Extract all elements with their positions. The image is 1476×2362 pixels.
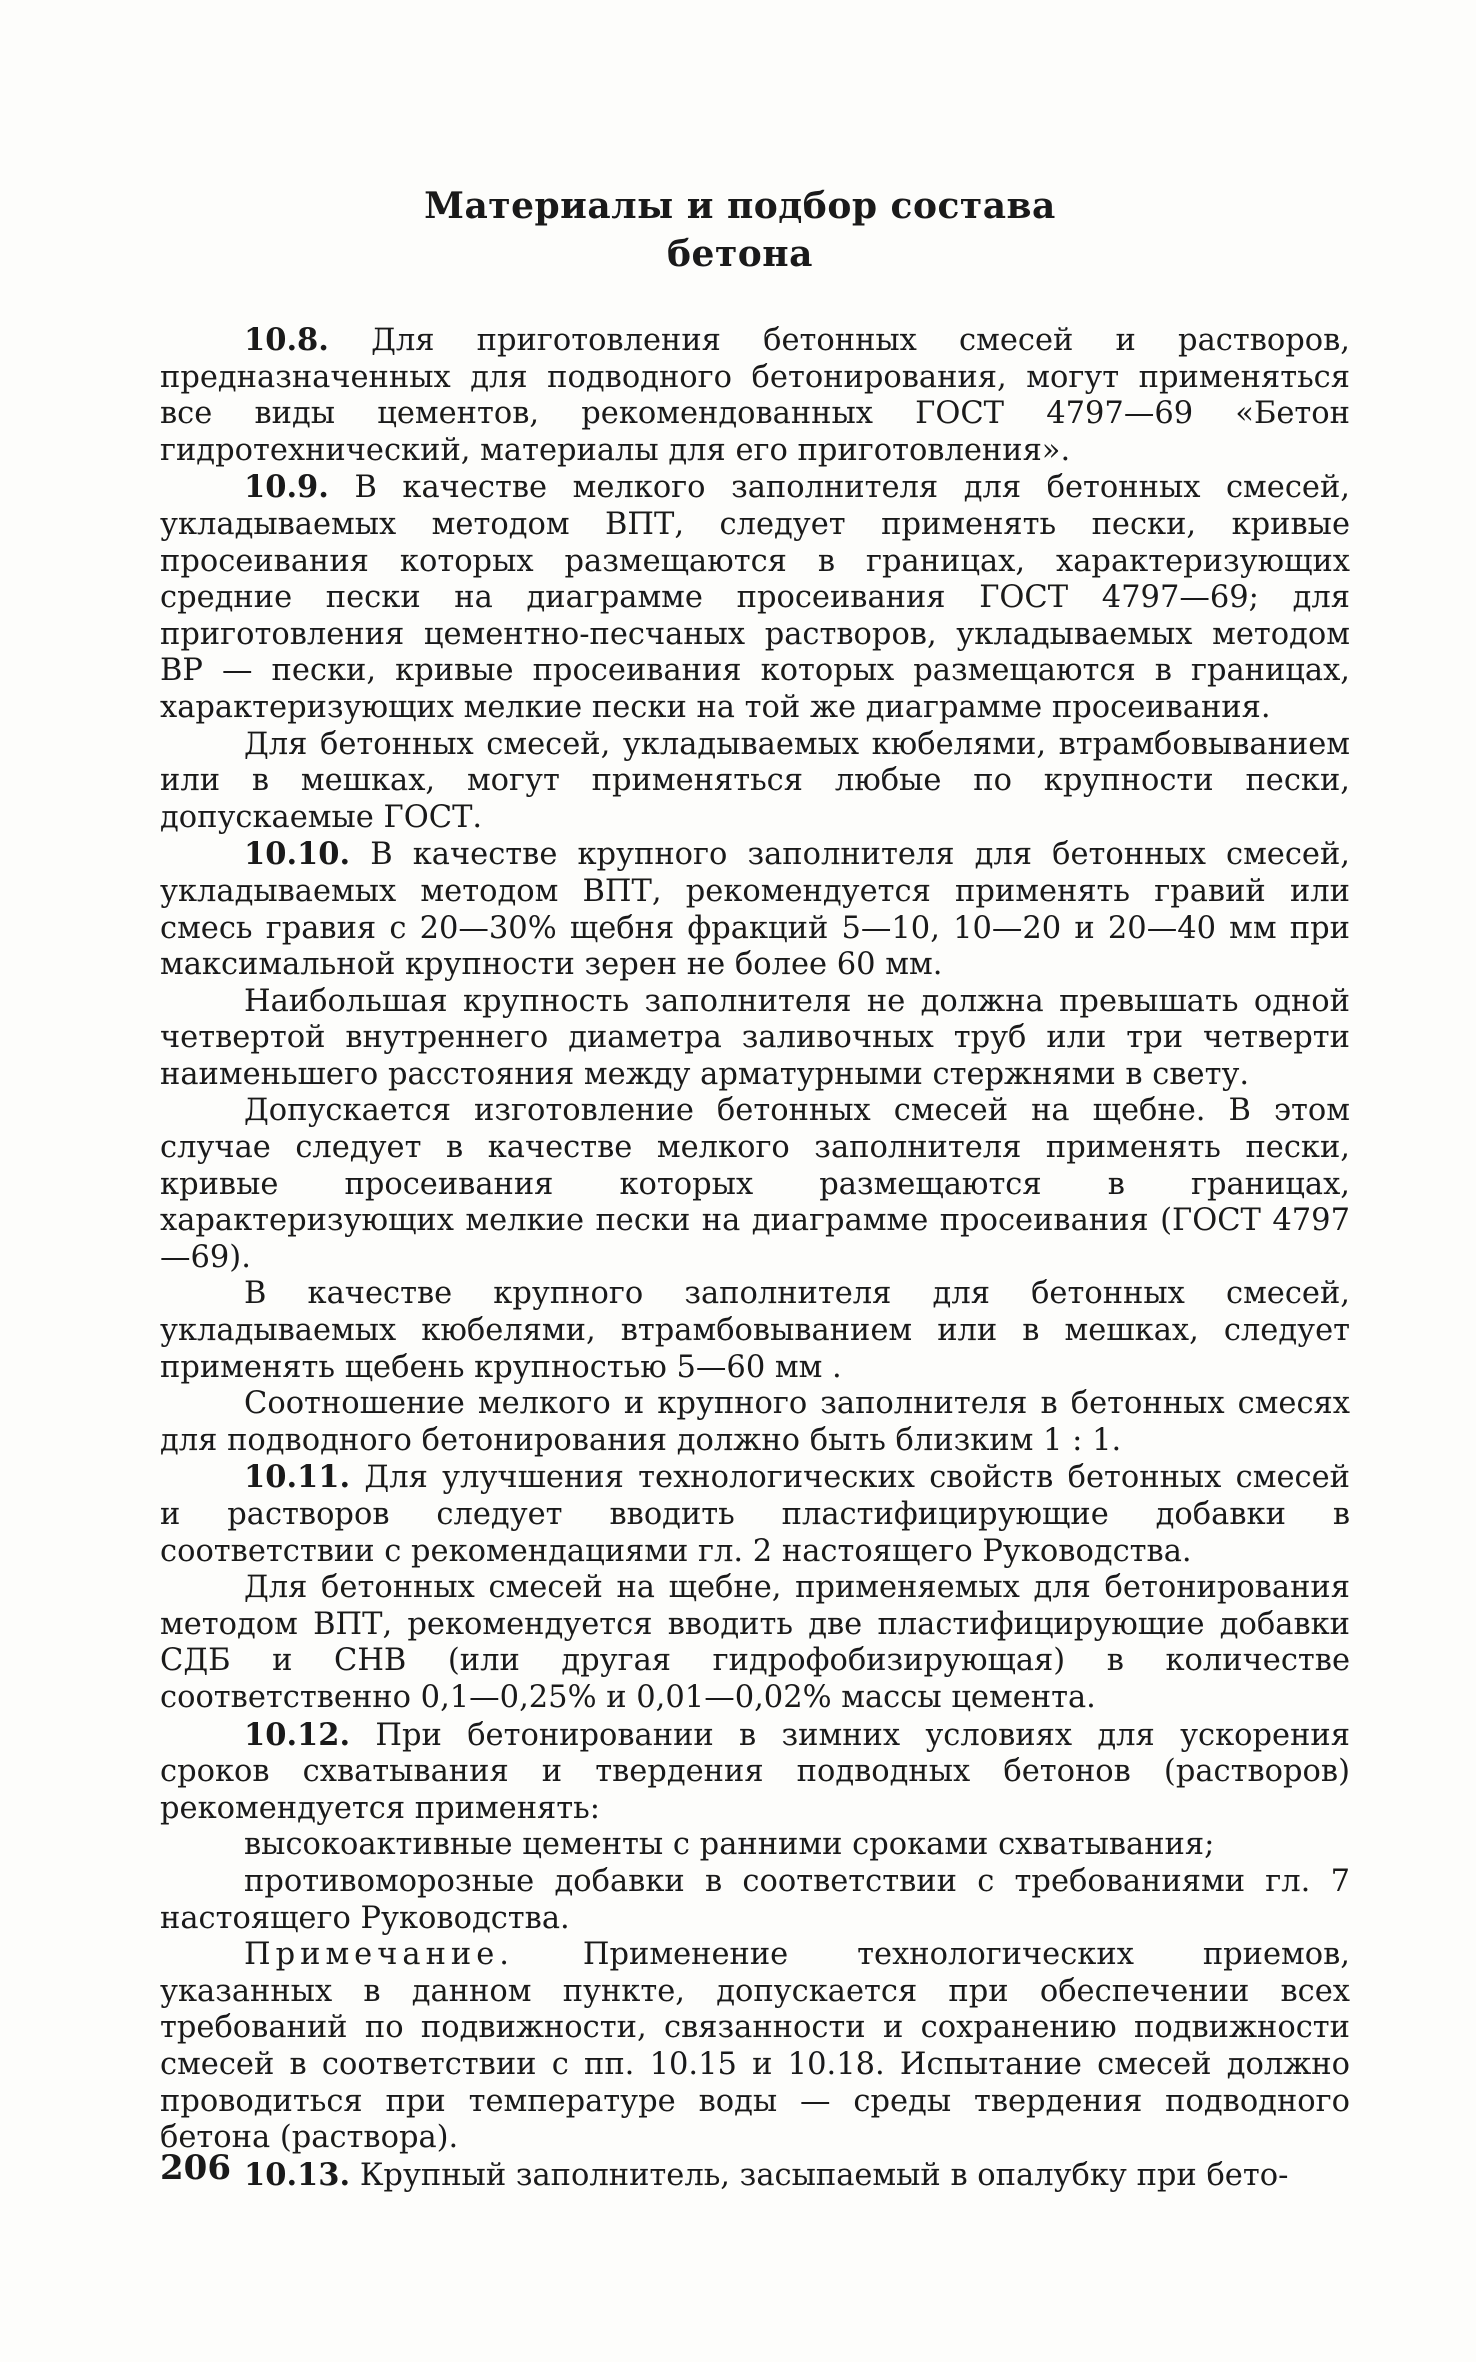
paragraph-text: противоморозные добавки в соответствии с требованиями гл. 7 настоящего Руководства. <box>160 1863 1350 1936</box>
note-paragraph <box>160 1937 1350 2157</box>
paragraph-text: При бетонировании в зимних условиях для ускорения сроков схватывания и твердения подводных бетонов (растворов) рекомендуется применять: <box>160 1717 1350 1826</box>
paragraph-text: Для бетонных смесей, укладываемых кюбелями, втрамбовыванием или в мешках, могут применяться любые по крупности пески, допускаемые ГОСТ. <box>160 726 1350 835</box>
paragraph <box>160 1864 1350 1937</box>
paragraph-10-12 <box>160 1717 1350 1828</box>
clause-number: 10.10. <box>244 836 351 873</box>
paragraph-10-9 <box>160 469 1350 726</box>
paragraph-text: высокоактивные цементы с ранними сроками схватывания; <box>244 1827 1215 1863</box>
paragraph-10-8 <box>160 322 1350 469</box>
paragraph-text: Для улучшения технологических свойств бетонных смесей и растворов следует вводить пластифицирующие добавки в соответствии с рекомендациями гл. 2 настоящего Руководства. <box>160 1460 1350 1569</box>
paragraph-text: В качестве крупного заполнителя для бетонных смесей, укладываемых кюбелями, втрамбовыванием или в мешках, следует применять щебень крупностью 5—60 мм . <box>160 1276 1350 1385</box>
section-title-line-1: Материалы и подбор состава <box>424 185 1056 227</box>
paragraph <box>160 1093 1350 1276</box>
paragraph-10-13 <box>160 2157 1350 2195</box>
clause-number: 10.8. <box>244 322 329 358</box>
clause-number: 10.13. <box>244 2156 351 2193</box>
paragraph-text: Наибольшая крупность заполнителя не должна превышать одной четвертой внутреннего диаметра заливочных труб или три четверти наименьшего расстояния между арматурными стержнями в свету. <box>160 983 1350 1092</box>
paragraph-10-11 <box>160 1459 1350 1570</box>
paragraph <box>160 984 1350 1094</box>
page-number: 206 <box>160 2148 231 2188</box>
paragraph <box>160 1827 1350 1864</box>
section-title-line-2: бетона <box>667 233 813 275</box>
paragraph-text: Крупный заполнитель, засыпаемый в опалубку при бето- <box>350 2157 1289 2193</box>
paragraph-text: Соотношение мелкого и крупного заполнителя в бетонных смесях для подводного бетонирования должно быть близким 1 : 1. <box>160 1386 1350 1458</box>
paragraph-text: Допускается изготовление бетонных смесей на щебне. В этом случае следует в качестве мелкого заполнителя применять пески, кривые просеивания которых размещаются в границах, характеризующих мелкие пески на диаграмме просеивания (ГОСТ 4797—69). <box>160 1093 1350 1275</box>
clause-number: 10.12. <box>244 1716 351 1753</box>
paragraph <box>160 727 1350 837</box>
clause-number: 10.11. <box>244 1459 351 1496</box>
paragraph <box>160 1570 1350 1716</box>
clause-number: 10.9. <box>244 469 329 506</box>
body-text <box>160 322 1350 2194</box>
paragraph-text: В качестве крупного заполнителя для бетонных смесей, укладываемых методом ВПТ, рекомендуется применять гравий или смесь гравия с 20—30% щебня фракций 5—10, 10—20 и 20—40 мм при максимальной крупности зерен не более 60 мм. <box>160 837 1350 983</box>
paragraph-text: Применение технологических приемов, указанных в данном пункте, допускается при обеспечении всех требований по подвижности, связанности и сохранению подвижности смесей в соответствии с пп. 10.15 и 10.18. Испытание смесей должно проводиться при температуре воды — среды твердения подводного бетона (раствора). <box>160 1937 1350 2156</box>
section-title <box>300 182 1180 278</box>
paragraph-text: Для бетонных смесей на щебне, применяемых для бетонирования методом ВПТ, рекомендуется вводить две пластифицирующие добавки СДБ и СНВ (или другая гидрофобизирующая) в количестве соответственно 0,1—0,25% и 0,01—0,02% массы цемента. <box>160 1570 1350 1715</box>
paragraph-text: В качестве мелкого заполнителя для бетонных смесей, укладываемых методом ВПТ, следует применять пески, кривые просеивания которых размещаются в границах, характеризующих средние пески на диаграмме просеивания ГОСТ 4797—69; для приготовления цементно-песчаных растворов, укладываемых методом ВР — пески, кривые просеивания которых размещаются в границах, характеризующих мелкие пески на той же диаграмме просеивания. <box>160 470 1350 725</box>
paragraph-text: Для приготовления бетонных смесей и растворов, предназначенных для подводного бетонирования, могут применяться все виды цементов, рекомендованных ГОСТ 4797—69 «Бетон гидротехнический, материалы для его приготовления». <box>160 323 1350 468</box>
note-label: Примечание. <box>244 1937 514 1973</box>
paragraph <box>160 1386 1350 1459</box>
paragraph-10-10 <box>160 836 1350 983</box>
paragraph <box>160 1276 1350 1386</box>
